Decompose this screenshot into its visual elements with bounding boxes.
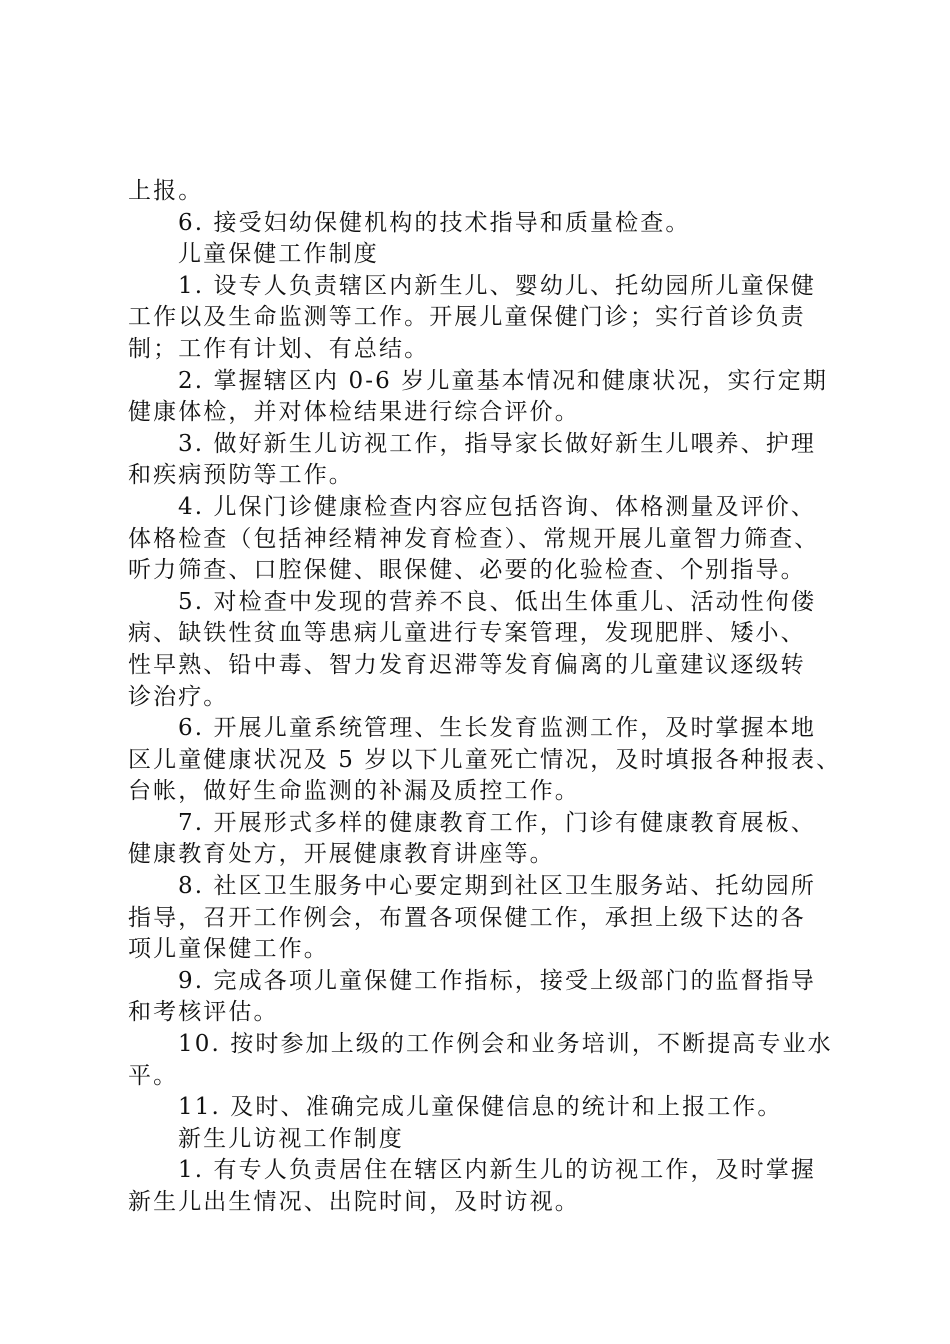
text-line: 1. 设专人负责辖区内新生儿、婴幼儿、托幼园所儿童保健 <box>178 272 816 299</box>
text-line: 指导，召开工作例会，布置各项保健工作，承担上级下达的各 <box>128 904 806 931</box>
section-heading: 新生儿访视工作制度 <box>178 1125 404 1152</box>
text-line: 制；工作有计划、有总结。 <box>128 335 430 362</box>
text-line: 工作以及生命监测等工作。开展儿童保健门诊；实行首诊负责 <box>128 304 806 331</box>
text-line: 10. 按时参加上级的工作例会和业务培训，不断提高专业水 <box>178 1031 833 1058</box>
text-line: 台帐，做好生命监测的补漏及质控工作。 <box>128 778 580 805</box>
text-line: 区儿童健康状况及 5 岁以下儿童死亡情况，及时填报各种报表、 <box>128 746 842 773</box>
text-line: 健康教育处方，开展健康教育讲座等。 <box>128 841 555 868</box>
text-line: 性早熟、铅中毒、智力发育迟滞等发育偏离的儿童建议逐级转 <box>128 651 806 678</box>
text-line: 和疾病预防等工作。 <box>128 462 354 489</box>
text-line: 病、缺铁性贫血等患病儿童进行专案管理，发现肥胖、矮小、 <box>128 620 806 647</box>
text-line: 健康体检，并对体检结果进行综合评价。 <box>128 399 580 426</box>
text-line: 平。 <box>128 1062 179 1089</box>
text-line: 项儿童保健工作。 <box>128 936 329 963</box>
text-line: 体格检查（包括神经精神发育检查）、常规开展儿童智力筛查、 <box>128 525 820 552</box>
text-line: 诊治疗。 <box>128 683 229 710</box>
text-line: 听力筛查、口腔保健、眼保健、必要的化验检查、个别指导。 <box>128 557 806 584</box>
text-line: 9. 完成各项儿童保健工作指标，接受上级部门的监督指导 <box>178 967 816 994</box>
text-line: 和考核评估。 <box>128 999 279 1026</box>
text-line: 5. 对检查中发现的营养不良、低出生体重儿、活动性佝偻 <box>178 588 816 615</box>
text-line: 上报。 <box>128 178 204 204</box>
text-line: 4. 儿保门诊健康检查内容应包括咨询、体格测量及评价、 <box>178 493 816 520</box>
document-body <box>128 176 842 1219</box>
text-line: 3. 做好新生儿访视工作，指导家长做好新生儿喂养、护理 <box>178 430 816 457</box>
text-line: 1. 有专人负责居住在辖区内新生儿的访视工作，及时掌握 <box>178 1157 816 1184</box>
text-line: 11. 及时、准确完成儿童保健信息的统计和上报工作。 <box>178 1094 783 1121</box>
text-line: 新生儿出生情况、出院时间，及时访视。 <box>128 1189 580 1215</box>
text-line: 8. 社区卫生服务中心要定期到社区卫生服务站、托幼园所 <box>178 873 816 900</box>
text-line: 6. 开展儿童系统管理、生长发育监测工作，及时掌握本地 <box>178 715 816 742</box>
text-line: 6. 接受妇幼保健机构的技术指导和质量检查。 <box>178 209 691 236</box>
text-line: 7. 开展形式多样的健康教育工作，门诊有健康教育展板、 <box>178 809 816 836</box>
text-line: 2. 掌握辖区内 0-6 岁儿童基本情况和健康状况，实行定期 <box>178 367 828 394</box>
section-heading: 儿童保健工作制度 <box>178 241 379 268</box>
